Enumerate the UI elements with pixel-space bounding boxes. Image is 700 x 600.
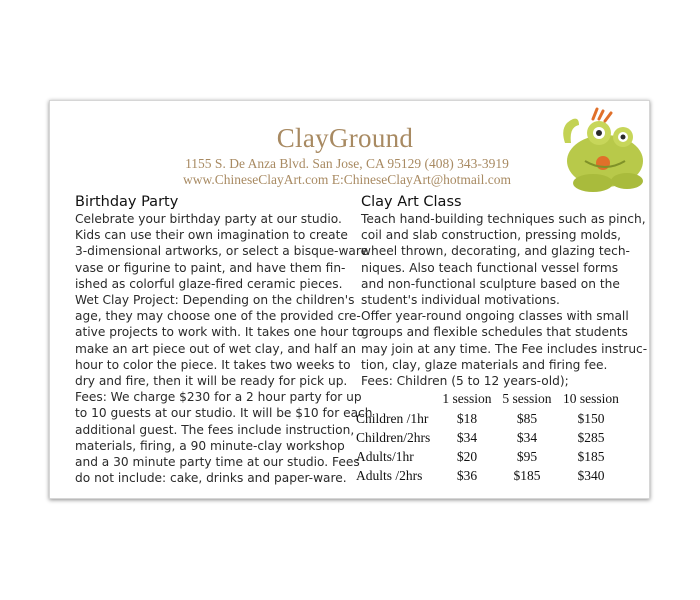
birthday-heading: Birthday Party [75, 194, 179, 210]
text-line: tion, clay, glaze materials and firing fee. [361, 357, 608, 372]
text-line: age, they may choose one of the provided cre- [75, 309, 361, 324]
clay-art-class-section [361, 193, 648, 389]
fee-table-header-row [356, 389, 624, 409]
text-line: hour to color the piece. It takes two weeks to [75, 357, 351, 372]
text-line: to 10 guests at our studio. It will be $10 for each [75, 406, 373, 421]
table-cell: $20 [456, 448, 478, 464]
row-label: Children/2hrs [356, 429, 431, 445]
row-label: Children /1hr [356, 410, 429, 426]
text-line: do not include: cake, drinks and paper-ware. [75, 471, 347, 486]
birthday-body [75, 211, 373, 486]
text-line: Teach hand-building techniques such as pinch, [361, 212, 646, 226]
text-line: Kids can use their own imagination to create [75, 228, 348, 243]
brand-title: ClayGround [276, 123, 414, 153]
row-label: Adults/1hr [356, 448, 414, 464]
text-line: coil and slab construction, pressing molds, [361, 228, 622, 243]
text-line: 3-dimensional artworks, or select a bisque-ware [75, 244, 369, 259]
text-line: Offer year-round ongoing classes with small [361, 309, 629, 324]
text-line: student's individual motivations. [361, 293, 560, 308]
table-cell: $95 [516, 448, 538, 464]
text-line: vase or figurine to paint, and have them fin- [75, 260, 346, 275]
table-row [356, 466, 624, 485]
text-line: and a 30 minute party time at our studio. Fees [75, 455, 360, 470]
row-label: Adults /2hrs [356, 467, 423, 483]
text-line: Celebrate your birthday party at our studio. [75, 212, 342, 226]
text-line: additional guest. The fees include instruction, [75, 422, 355, 437]
text-line: ative projects to work with. It takes one hour to [75, 325, 365, 340]
table-row [356, 428, 624, 447]
header-cell: 1 session [442, 391, 492, 406]
table-cell: $18 [456, 410, 478, 426]
text-line: materials, firing, a 90 minute-clay workshop [75, 438, 345, 453]
text-line: may join at any time. The Fee includes instruc- [361, 341, 648, 356]
text-line: make an art piece out of wet clay, and half an [75, 341, 357, 356]
table-cell: $185 [577, 448, 605, 464]
clay-frog-illustration [555, 103, 650, 198]
table-cell: $34 [456, 429, 478, 445]
text-line: Fees: Children (5 to 12 years-old); [361, 374, 569, 389]
table-row [356, 409, 624, 428]
table-cell: $85 [516, 410, 538, 426]
birthday-party-section [75, 193, 373, 486]
header-cell: 10 session [563, 391, 619, 406]
table-cell: $34 [516, 429, 538, 445]
text-line: dry and fire, then it will be ready for pick up. [75, 374, 348, 389]
text-line: Fees: We charge $230 for a 2 hour party for up [75, 390, 362, 405]
text-line: ished as colorful glaze-fired ceramic pieces. [75, 276, 343, 291]
table-cell: $185 [513, 467, 541, 483]
text-line: niques. Also teach functional vessel forms [361, 260, 619, 275]
text-line: Wet Clay Project: Depending on the children's [75, 293, 355, 308]
table-cell: $36 [456, 467, 478, 483]
website-email-line: www.ChineseClayArt.com E:ChineseClayArt@hotmail.com [182, 172, 511, 187]
fee-table [356, 389, 624, 485]
table-cell: $285 [577, 429, 605, 445]
text-line: and non-functional sculpture based on the [361, 276, 620, 291]
table-row [356, 447, 624, 466]
table-cell: $340 [577, 467, 605, 483]
text-line: groups and flexible schedules that students [361, 325, 628, 340]
fee-table-wrapper [356, 389, 631, 485]
flyer-card [49, 100, 650, 499]
text-line: wheel thrown, decorating, and glazing tech- [361, 244, 630, 259]
header-cell: 5 session [502, 391, 552, 406]
header-cell-empty [356, 389, 438, 409]
clay-class-heading: Clay Art Class [361, 194, 462, 210]
address-line: 1155 S. De Anza Blvd. San Jose, CA 95129 (408) 343-3919 [185, 156, 509, 171]
table-cell: $150 [577, 410, 605, 426]
clay-class-body [361, 211, 648, 389]
